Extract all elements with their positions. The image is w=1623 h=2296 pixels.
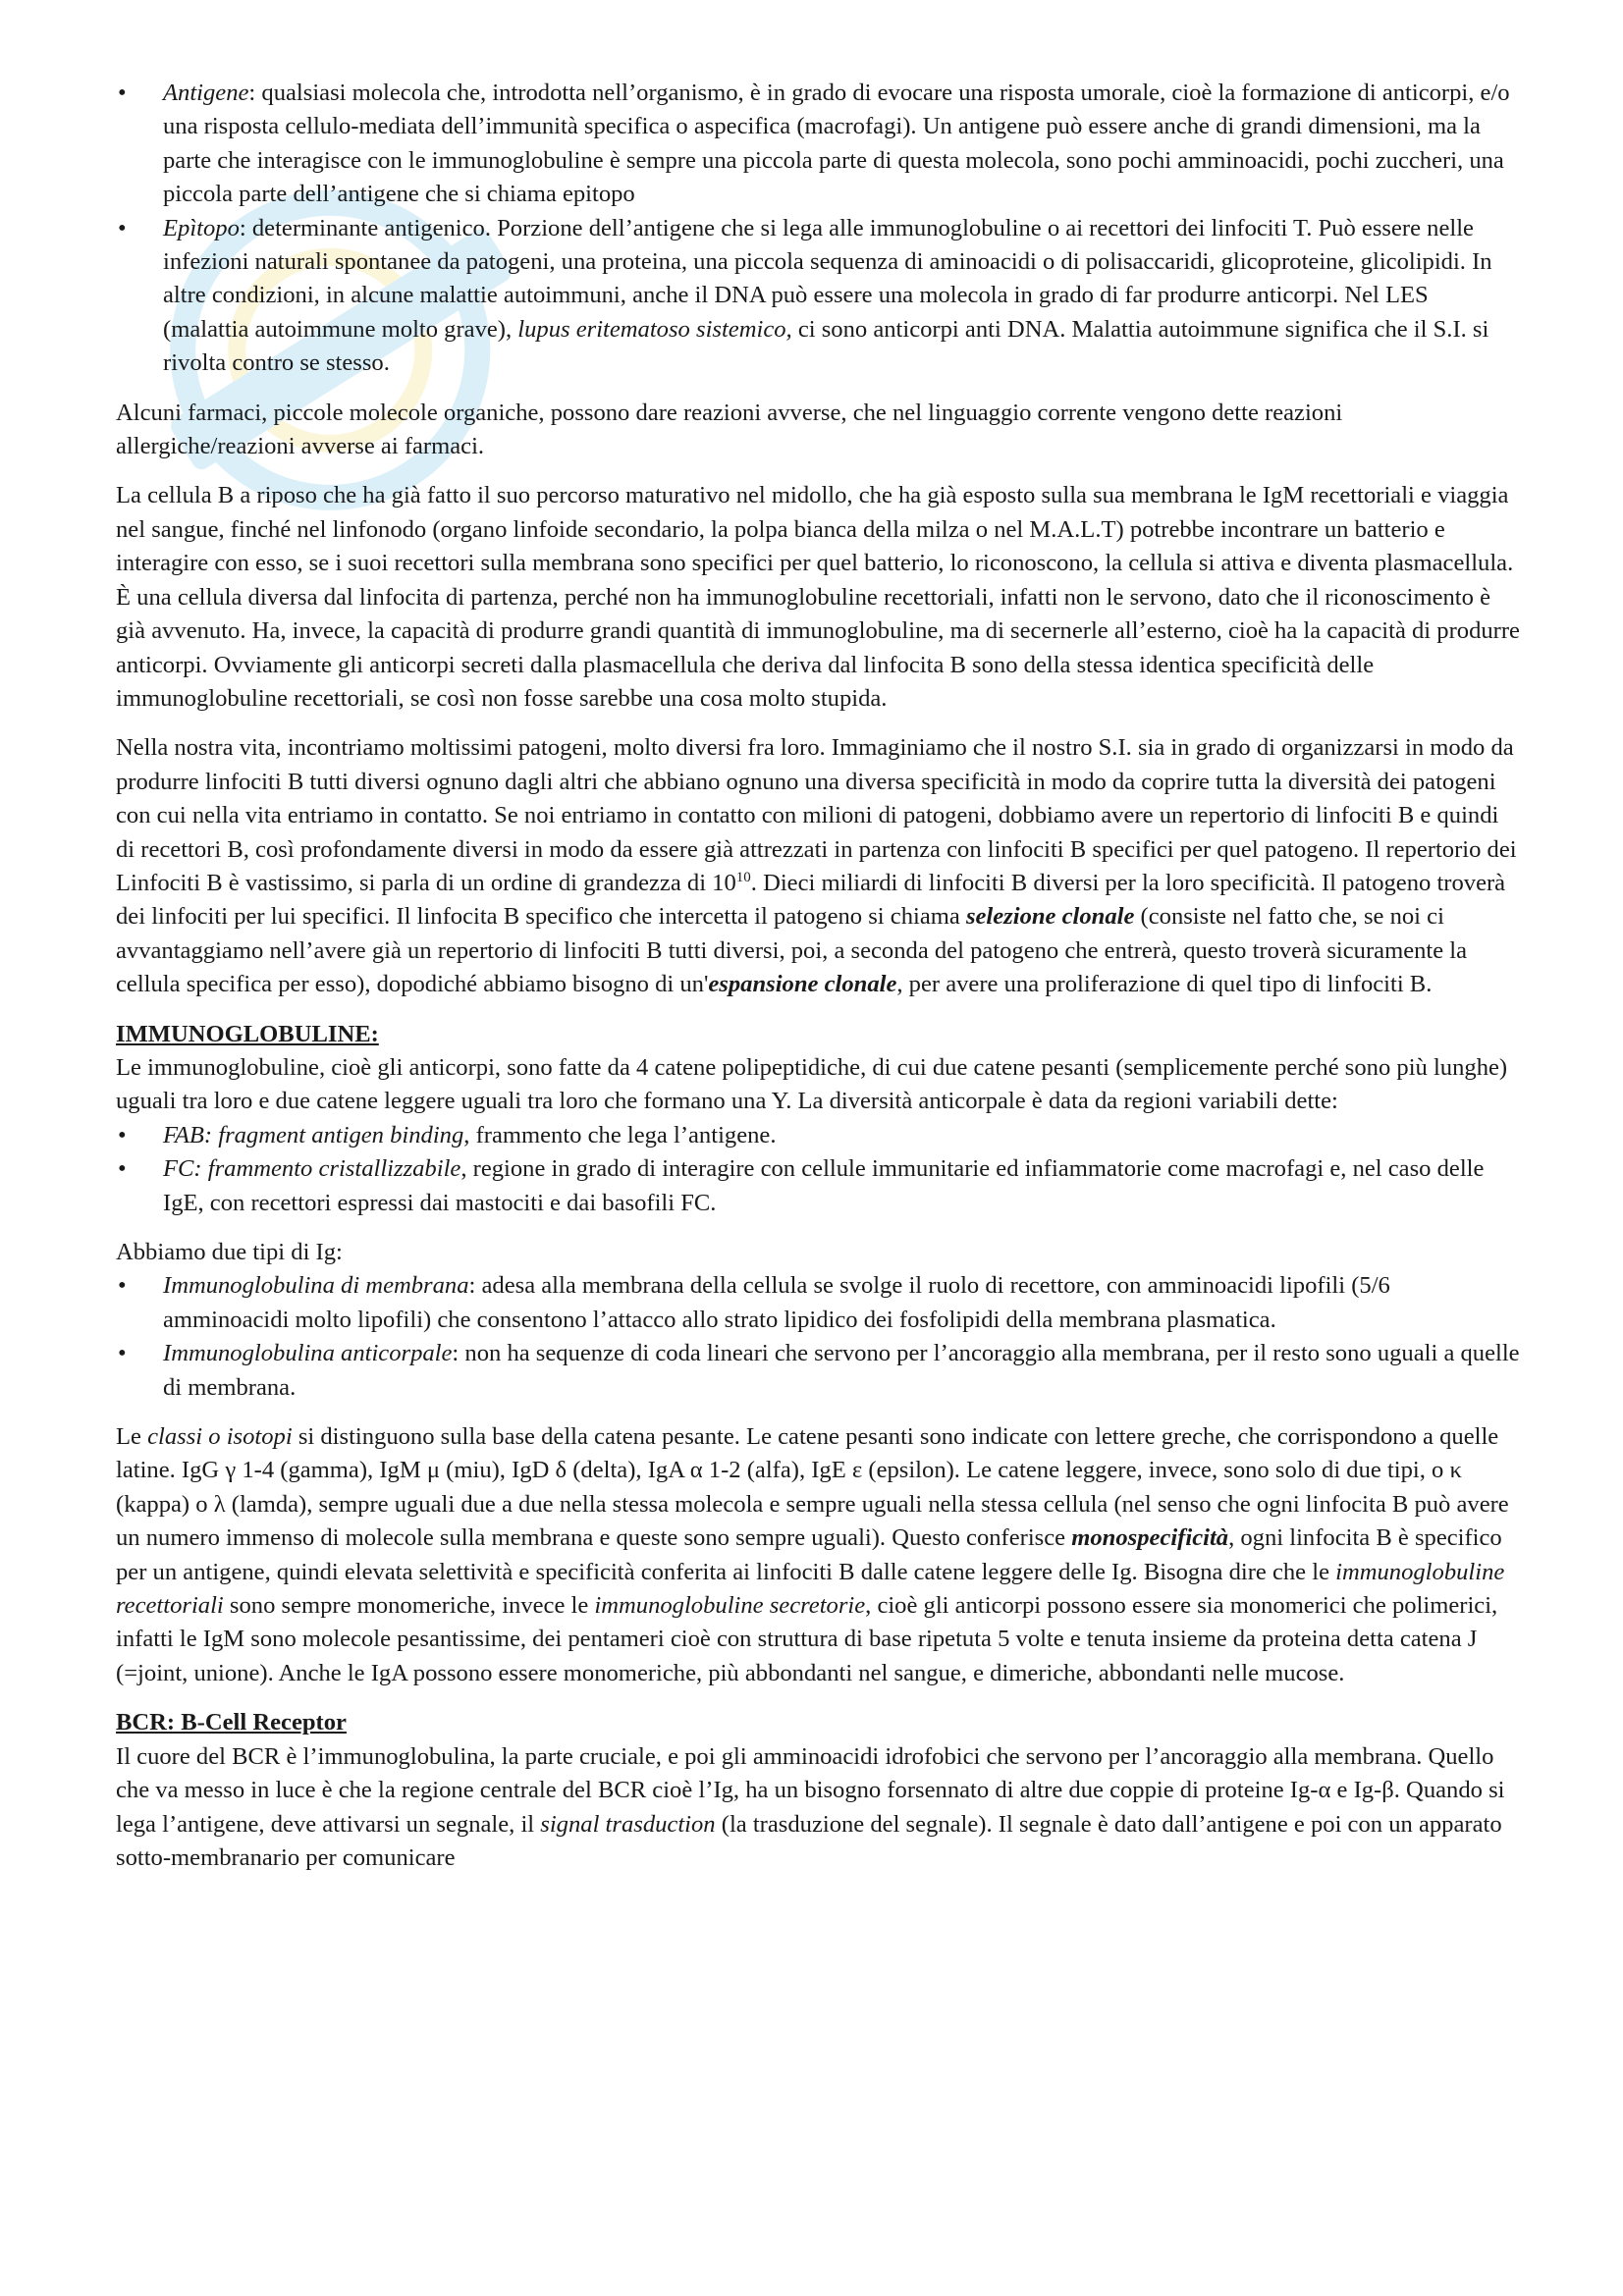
document-page	[116, 77, 1520, 1875]
heading-immunoglobuline: IMMUNOGLOBULINE:	[116, 1020, 379, 1047]
list-item	[116, 1119, 1520, 1152]
definition-text: , regione in grado di interagire con cellule immunitarie ed infiammatorie come macrofagi e, nel caso delle IgE, con recettori espressi dai mastociti e dai basofili FC.	[163, 1155, 1485, 1216]
paragraph-tipi-intro: Abbiamo due tipi di Ig:	[116, 1239, 343, 1265]
ig-types-list	[116, 1269, 1520, 1405]
term-antigene: Antigene	[163, 80, 249, 106]
term-espansione-clonale: espansione clonale	[708, 971, 897, 998]
text-span: , ogni linfocita B è specifico per un antigene, quindi elevata selettività e specificità conferita ai linfociti B dalle catene leggere delle Ig. Bisogna dire che le	[116, 1524, 1502, 1585]
paragraph-cellula-b: La cellula B a riposo che ha già fatto il suo percorso maturativo nel midollo, che ha già esposto sulla sua membrana le IgM recettoriali e viaggia nel sangue, finché nel linfonodo (organo linfoide secondario, la polpa bianca della milza o nel M.A.L.T) potrebbe incontrare un batterio e interagire con esso, se i suoi recettori sulla membrana sono specifici per quel batterio, lo riconoscono, la cellula si attiva e diventa plasmacellula. È una cellula diversa dal linfocita di partenza, perché non ha immunoglobuline recettoriali, infatti non le servono, dato che il riconoscimento è già avvenuto. Ha, invece, la capacità di produrre grandi quantità di immunoglobuline, ma di secernerle all’esterno, cioè ha la capacità di produrre anticorpi. Ovviamente gli anticorpi secreti dalla plasmacellula che deriva dal linfocita B sono della stessa identica specificità delle immunoglobuline recettoriali, se così non fosse sarebbe una cosa molto stupida.	[116, 482, 1520, 712]
definition-text-after: ci sono anticorpi anti DNA. Malattia autoimmune significa che il S.I. si rivolta contro se stesso.	[163, 315, 1489, 377]
text-span: . Dieci miliardi di linfociti B diversi per la loro specificità. Il patogeno troverà dei linfociti per lui specifici. Il linfocita B specifico che intercetta il patogeno si chiama	[116, 869, 1506, 931]
heading-bcr: BCR: B-Cell Receptor	[116, 1709, 347, 1736]
definition-text: : non ha sequenze di coda lineari che servono per l’ancoraggio alla membrana, per il resto sono uguali a quelle di membrana.	[163, 1340, 1520, 1401]
text-span: Le	[116, 1423, 148, 1451]
list-item	[116, 1152, 1520, 1220]
text-span: (la trasduzione del segnale). Il segnale è dato dall’antigene e poi con un apparato sotto-membranario per comunicare	[116, 1810, 1502, 1871]
term-fc: FC: frammento cristallizzabile	[163, 1155, 461, 1183]
regions-list	[116, 1119, 1520, 1220]
list-item	[116, 212, 1520, 381]
text-span: Il cuore del BCR è l’immunoglobulina, la parte cruciale, e poi gli amminoacidi idrofobici che servono per l’ancoraggio alla membrana. Quello che va messo in luce è che la regione centrale del BCR cioè l’Ig, ha un bisogno forsennato di altre due coppie di proteine Ig-α e Ig-β. Quando si lega l’antigene, deve attivarsi un segnale, il	[116, 1742, 1505, 1838]
italic-phrase: classi o isotopi	[147, 1423, 293, 1451]
text-span: Nella nostra vita, incontriamo moltissimi patogeni, molto diversi fra loro. Immaginiamo che il nostro S.I. sia in grado di organizzarsi in modo da produrre linfociti B tutti diversi ognuno dagli altri che abbiano ognuno una diversa specificità in modo da coprire tutta la diversità dei patogeni con cui nella vita entriamo in contatto. Se noi entriamo in contatto con milioni di patogeni, dobbiamo avere un repertorio di linfociti B e quindi di recettori B, così profondamente diversi in modo da essere già attrezzati in partenza con linfociti B specifici per quel patogeno. Il repertorio dei Linfociti B è vastissimo, si parla di un ordine di grandezza di 10	[116, 734, 1517, 896]
text-span: sono sempre monomeriche, invece le	[223, 1592, 595, 1620]
exponent: 10	[735, 869, 751, 885]
paragraph-farmaci: Alcuni farmaci, piccole molecole organiche, possono dare reazioni avverse, che nel linguaggio corrente vengono dette reazioni allergiche/reazioni avverse ai farmaci.	[116, 399, 1343, 460]
italic-phrase: signal trasduction	[540, 1810, 716, 1838]
italic-phrase: immunoglobuline recettoriali	[116, 1558, 1505, 1620]
paragraph-immuno-intro: Le immunoglobuline, cioè gli anticorpi, sono fatte da 4 catene polipeptidiche, di cui due catene pesanti (semplicemente perché sono più lunghe) uguali tra loro e due catene leggere uguali tra loro che formano una Y. La diversità anticorpale è data da regioni variabili dette:	[116, 1053, 1508, 1115]
list-item	[116, 1337, 1520, 1405]
paragraph-bcr	[116, 1740, 1520, 1876]
paragraph-repertorio	[116, 731, 1520, 1001]
italic-phrase: lupus eritematoso sistemico,	[517, 315, 792, 343]
text-span: , per avere una proliferazione di quel tipo di linfociti B.	[896, 971, 1433, 998]
list-item	[116, 1269, 1520, 1337]
term-epitopo: Epìtopo	[163, 214, 240, 241]
list-item	[116, 77, 1520, 212]
term-ig-anticorpale: Immunoglobulina anticorpale	[163, 1340, 453, 1367]
definition-text: : determinante antigenico. Porzione dell’antigene che si lega alle immunoglobuline o ai recettori dei linfociti T. Può essere nelle infezioni naturali spontanee da patogeni, una proteina, una piccola sequenza di aminoacidi o di polisaccaridi, glicoproteine, glicolipidi. In altre condizioni, in alcune malattie autoimmuni, anche il DNA può essere una molecola in grado di far produrre anticorpi. Nel LES (malattia autoimmune molto grave),	[163, 214, 1492, 343]
term-fab: FAB: fragment antigen binding	[163, 1121, 464, 1148]
italic-phrase: immunoglobuline secretorie	[594, 1592, 866, 1620]
term-selezione-clonale: selezione clonale	[965, 903, 1135, 931]
paragraph-classi	[116, 1420, 1520, 1690]
text-span: (consiste nel fatto che, se noi ci avvantaggiamo nell’avere già un repertorio di linfociti B tutti diversi, poi, a seconda del patogeno che entrerà, questo troverà sicuramente la cellula specifica per esso), dopodiché abbiamo bisogno di un'	[116, 903, 1468, 998]
definition-text: : qualsiasi molecola che, introdotta nell’organismo, è in grado di evocare una risposta umorale, cioè la formazione di anticorpi, e/o una risposta cellulo-mediata dell’immunità specifica o aspecifica (macrofagi). Un antigene può essere anche di grandi dimensioni, ma la parte che interagisce con le immunoglobuline è sempre una piccola parte di questa molecola, sono pochi amminoacidi, pochi zuccheri, una piccola parte dell’antigene che si chiama epitopo	[163, 80, 1510, 208]
text-span: si distinguono sulla base della catena pesante. Le catene pesanti sono indicate con lettere greche, che corrispondono a quelle latine. IgG γ 1-4 (gamma), IgM μ (miu), IgD δ (delta), IgA α 1-2 (alfa), IgE ε (epsilon). Le catene leggere, invece, sono solo di due tipi, o κ (kappa) o λ (lamda), sempre uguali due a due nella stessa molecola e sempre uguali nella stessa cellula (nel senso che ogni linfocita B può avere un numero immenso di molecole sulla membrana e queste sono sempre uguali). Questo conferisce	[116, 1423, 1509, 1552]
term-ig-membrana: Immunoglobulina di membrana	[163, 1272, 469, 1300]
definition-text: , frammento che lega l’antigene.	[463, 1121, 777, 1148]
definitions-list	[116, 77, 1520, 381]
text-span: , cioè gli anticorpi possono essere sia monomerici che polimerici, infatti le IgM sono molecole pesantissime, dei pentameri cioè con struttura di base ripetuta 5 volte e tenuta insieme da proteina detta catena J (=joint, unione). Anche le IgA possono essere monomeriche, più abbondanti nel sangue, e dimeriche, abbondanti nelle mucose.	[116, 1592, 1498, 1686]
definition-text: : adesa alla membrana della cellula se svolge il ruolo di recettore, con amminoacidi lipofili (5/6 amminoacidi molto lipofili) che consentono l’attacco allo strato lipidico dei fosfolipidi della membrana plasmatica.	[163, 1272, 1390, 1333]
term-monospecificita: monospecificità	[1071, 1524, 1229, 1552]
